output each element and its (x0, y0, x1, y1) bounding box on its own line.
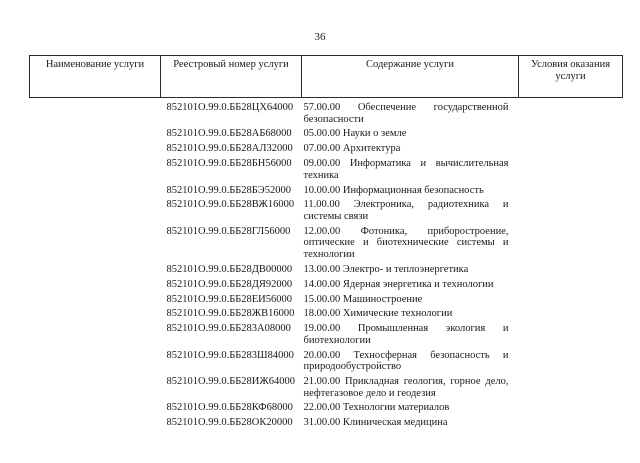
service-name-cell (30, 199, 161, 225)
header-service-name: Наименование услуги (30, 56, 161, 98)
service-name-cell (30, 376, 161, 402)
table-row (30, 199, 623, 225)
table-row (30, 402, 623, 417)
page-number: 36 (314, 31, 326, 43)
services-table (29, 55, 623, 432)
header-registry-number: Реестровый номер услуги (161, 56, 302, 98)
registry-number-cell: 852101О.99.0.ББ28КФ68000 (166, 402, 293, 414)
service-name-cell (30, 402, 161, 417)
table-row (30, 323, 623, 349)
service-content-cell: 09.00.00 Информатика и вычислительная техника (303, 158, 509, 181)
registry-number-cell: 852101О.99.0.ББ28ГЛ56000 (166, 225, 291, 237)
service-conditions-cell (519, 102, 623, 128)
service-name-cell (30, 185, 161, 200)
registry-number-cell: 852101О.99.0.ББ283А08000 (166, 323, 291, 335)
table-row (30, 143, 623, 158)
table-header-row (30, 56, 623, 98)
table-row (30, 158, 623, 184)
service-name-cell (30, 128, 161, 143)
service-content-cell: 31.00.00 Клиническая медицина (303, 417, 448, 429)
registry-number-cell: 852101О.99.0.ББ28ЕИ56000 (166, 293, 293, 305)
table-row (30, 264, 623, 279)
table-row (30, 376, 623, 402)
service-content-cell: 05.00.00 Науки о земле (303, 128, 407, 140)
service-content-cell: 15.00.00 Машиностроение (303, 293, 423, 305)
table-row (30, 128, 623, 143)
registry-number-cell: 852101О.99.0.ББ28ИЖ64000 (166, 376, 296, 388)
service-conditions-cell (519, 185, 623, 200)
service-conditions-cell (519, 402, 623, 417)
service-name-cell (30, 143, 161, 158)
service-conditions-cell (519, 350, 623, 376)
service-name-cell (30, 417, 161, 432)
service-content-cell: 20.00.00 Техносферная безопасность и природообустройство (303, 349, 509, 373)
service-name-cell (30, 350, 161, 376)
service-content-cell: 10.00.00 Информационная безопасность (303, 184, 484, 196)
header-service-content: Содержание услуги (302, 56, 519, 98)
registry-number-cell: 852101О.99.0.ББ28АЛ32000 (166, 143, 293, 155)
table-row (30, 294, 623, 309)
service-conditions-cell (519, 226, 623, 264)
service-conditions-cell (519, 128, 623, 143)
service-content-cell: 11.00.00 Электроника, радиотехника и системы связи (303, 199, 509, 222)
registry-number-cell: 852101О.99.0.ББ28ЖВ16000 (166, 308, 295, 320)
registry-number-cell: 852101О.99.0.ББ28ДВ00000 (166, 263, 293, 275)
service-content-cell: 21.00.00 Прикладная геология, горное дело, нефтегазовое дело и геодезия (303, 376, 509, 399)
registry-number-cell: 852101О.99.0.ББ28АБ68000 (166, 128, 292, 140)
service-conditions-cell (519, 323, 623, 349)
service-name-cell (30, 294, 161, 309)
registry-number-cell: 852101О.99.0.ББ28БЭ52000 (166, 184, 291, 196)
service-name-cell (30, 279, 161, 294)
service-content-cell: 13.00.00 Электро- и теплоэнергетика (303, 263, 469, 275)
table-row (30, 308, 623, 323)
table-row (30, 417, 623, 432)
service-conditions-cell (519, 294, 623, 309)
header-service-conditions: Условия оказания услуги (519, 56, 623, 98)
table-row (30, 350, 623, 376)
registry-number-cell: 852101О.99.0.ББ28ЦХ64000 (166, 102, 294, 113)
service-name-cell (30, 308, 161, 323)
service-name-cell (30, 323, 161, 349)
table-row (30, 102, 623, 128)
service-conditions-cell (519, 279, 623, 294)
service-content-cell: 18.00.00 Химические технологии (303, 308, 453, 320)
service-name-cell (30, 158, 161, 184)
service-conditions-cell (519, 376, 623, 402)
service-conditions-cell (519, 199, 623, 225)
service-content-cell: 12.00.00 Фотоника, приборостроение, оптические и биотехнические системы и технологии (303, 225, 509, 260)
service-conditions-cell (519, 264, 623, 279)
service-name-cell (30, 264, 161, 279)
service-content-cell: 22.00.00 Технологии материалов (303, 402, 450, 414)
service-content-cell: 14.00.00 Ядерная энергетика и технологии (303, 278, 494, 290)
registry-number-cell: 852101О.99.0.ББ28ДЯ92000 (166, 278, 293, 290)
registry-number-cell: 852101О.99.0.ББ28ОК20000 (166, 417, 293, 429)
service-content-cell: 07.00.00 Архитектура (303, 143, 401, 155)
registry-number-cell: 852101О.99.0.ББ283Ш84000 (166, 349, 294, 361)
service-name-cell (30, 226, 161, 264)
service-conditions-cell (519, 308, 623, 323)
registry-number-cell: 852101О.99.0.ББ28ВЖ16000 (166, 199, 295, 211)
table-row (30, 226, 623, 264)
service-conditions-cell (519, 158, 623, 184)
table-row (30, 279, 623, 294)
service-conditions-cell (519, 417, 623, 432)
table-row (30, 185, 623, 200)
service-content-cell: 19.00.00 Промышленная экология и биотехнологии (303, 323, 509, 346)
service-name-cell (30, 102, 161, 128)
service-content-cell: 57.00.00 Обеспечение государственной безопасности (303, 102, 509, 125)
registry-number-cell: 852101О.99.0.ББ28БН56000 (166, 158, 292, 170)
service-conditions-cell (519, 143, 623, 158)
